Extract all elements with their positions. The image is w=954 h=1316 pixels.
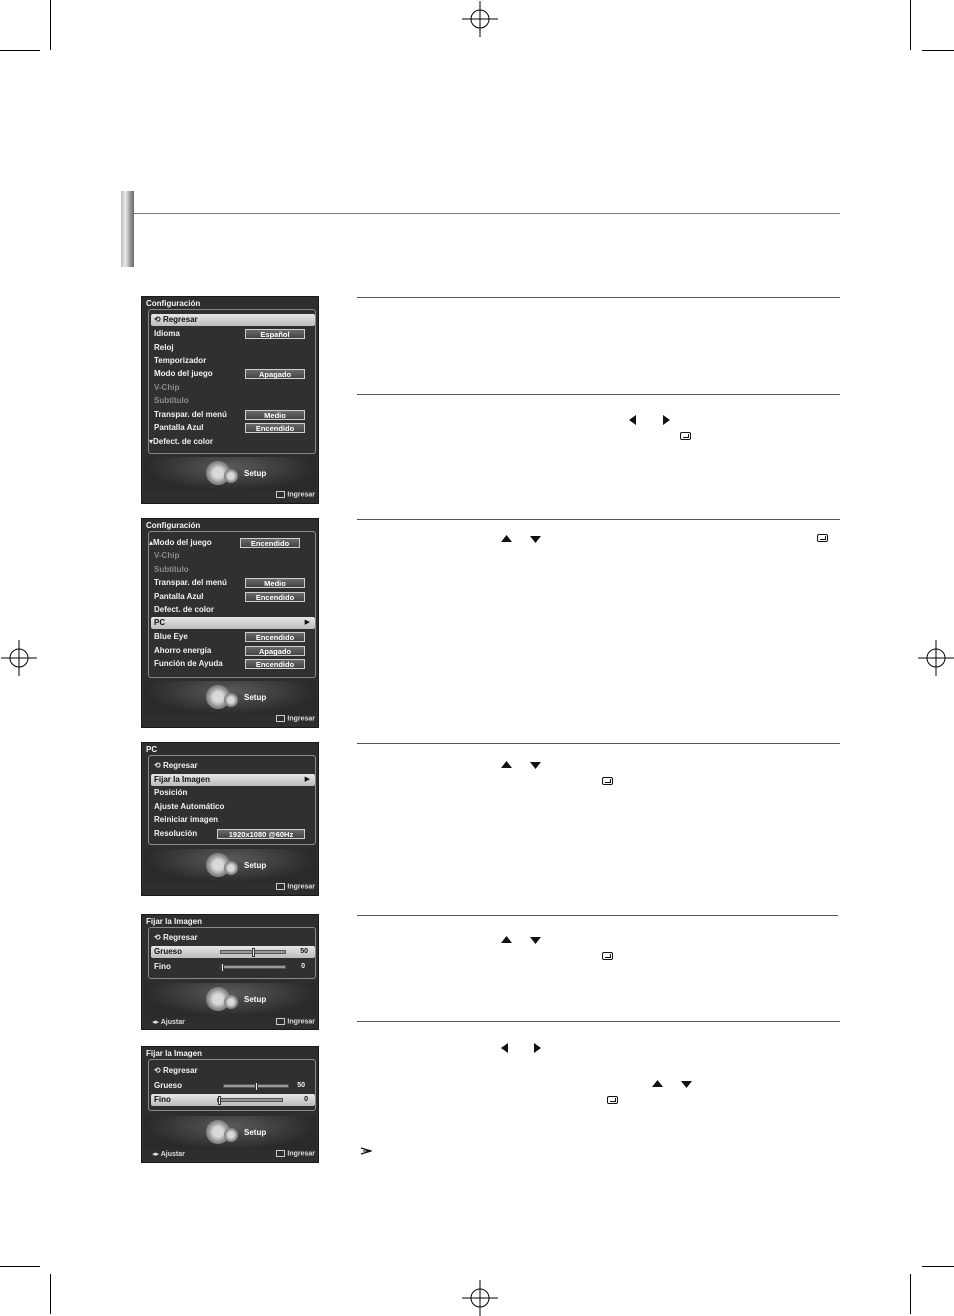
step-separator (357, 297, 840, 298)
back-icon: ⟲ (154, 761, 163, 770)
value-box: Español (245, 329, 305, 339)
setup-label: Setup (244, 861, 267, 870)
setup-label: Setup (244, 469, 267, 478)
crop-mark (0, 50, 40, 51)
section-header-rule (134, 213, 840, 214)
up-arrow-icon (501, 761, 512, 769)
slider-thumb[interactable] (218, 1096, 221, 1105)
crop-mark (0, 1266, 40, 1267)
setup-label: Setup (244, 995, 267, 1004)
slider-value: 50 (300, 948, 308, 955)
menu-item-fijar-imagen[interactable]: Fijar la Imagen ▶ (151, 774, 315, 786)
value-box: Encendido (240, 538, 300, 548)
down-arrow-icon (530, 536, 541, 544)
up-arrow-icon (652, 1080, 663, 1088)
back-icon: ⟲ (154, 315, 163, 324)
setup-label: Setup (244, 693, 267, 702)
menu-item-transpar-menu[interactable]: Transpar. del menú Medio (154, 577, 312, 589)
crop-mark (50, 0, 51, 50)
back-icon: ⟲ (154, 933, 163, 942)
value-box: Apagado (245, 646, 305, 656)
menu-panel (148, 755, 316, 845)
osd-title: Configuración (146, 299, 201, 308)
menu-item-regresar[interactable]: ⟲ Regresar (154, 1066, 198, 1075)
down-arrow-icon (681, 1081, 692, 1089)
menu-item-modo-del-juego[interactable]: ▴Modo del juego Encendido (149, 537, 307, 549)
slider-thumb[interactable] (255, 1082, 258, 1091)
menu-item-defect-color[interactable]: Defect. de color (154, 605, 215, 614)
gear-icon (224, 1128, 238, 1142)
slider-row-fino[interactable]: Fino 0 (151, 1094, 315, 1106)
menu-panel (148, 1059, 316, 1111)
value-box: Encendido (245, 632, 305, 642)
menu-item-subtitulo: Subtítulo (154, 565, 189, 574)
osd-title: Fijar la Imagen (146, 1049, 203, 1058)
osd-screen-fijar-imagen-fino (141, 1046, 319, 1163)
back-icon: ⟲ (154, 1066, 163, 1075)
slider-value: 0 (301, 963, 305, 970)
gear-icon (224, 861, 238, 875)
note-pointer-icon (360, 1146, 372, 1156)
setup-banner (144, 983, 316, 1017)
fino-slider[interactable] (217, 1098, 283, 1102)
enter-icon (607, 1096, 618, 1104)
enter-icon (602, 777, 613, 785)
step-separator (357, 394, 840, 395)
slider-value: 50 (297, 1082, 305, 1089)
menu-item-ajuste-automatico[interactable]: Ajuste Automático (154, 802, 225, 811)
footer-ingresar: Ingresar (276, 883, 315, 890)
footer-ingresar: Ingresar (276, 1018, 315, 1025)
menu-item-pc[interactable]: PC ▶ (151, 617, 315, 629)
registration-mark (462, 1, 498, 37)
osd-screen-configuracion-1 (141, 296, 319, 504)
osd-title: Configuración (146, 521, 201, 530)
registration-mark (462, 1280, 498, 1316)
left-right-arrows-icon: ◂▸ (152, 1151, 161, 1158)
menu-item-posicion[interactable]: Posición (154, 788, 188, 797)
section-header-bar (121, 191, 134, 267)
step-separator (357, 1021, 840, 1022)
grueso-slider[interactable] (223, 1084, 289, 1088)
menu-panel (148, 927, 316, 979)
menu-item-regresar[interactable]: ⟲ Regresar (154, 933, 198, 942)
menu-item-transpar-menu[interactable]: Transpar. del menú Medio (154, 409, 312, 421)
menu-item-v-chip: V-Chip (154, 383, 180, 392)
osd-screen-pc (141, 742, 319, 896)
gear-icon (224, 995, 238, 1009)
slider-row-grueso[interactable]: Grueso 50 (151, 946, 315, 958)
footer-ajustar: ◂▸ Ajustar (152, 1151, 185, 1158)
crop-mark (910, 1274, 911, 1314)
enter-icon (817, 534, 828, 542)
up-arrow-icon (501, 936, 512, 944)
step-separator (357, 519, 840, 520)
slider-thumb[interactable] (252, 948, 255, 957)
value-box: Encendido (245, 659, 305, 669)
menu-panel (148, 531, 316, 678)
osd-title: PC (146, 745, 158, 754)
up-arrow-icon (501, 535, 512, 543)
right-arrow-icon (533, 1043, 541, 1053)
setup-label: Setup (244, 1128, 267, 1137)
menu-item-pantalla-azul[interactable]: Pantalla Azul Encendido (154, 422, 312, 434)
crop-mark (910, 0, 911, 50)
left-arrow-icon (501, 1043, 509, 1053)
value-box: Apagado (245, 369, 305, 379)
osd-screen-configuracion-2 (141, 518, 319, 728)
value-box: Encendido (245, 592, 305, 602)
crop-mark (922, 50, 954, 51)
value-box: Medio (245, 578, 305, 588)
registration-mark (918, 640, 954, 676)
menu-panel (148, 309, 316, 454)
enter-icon (276, 715, 285, 722)
menu-item-v-chip: V-Chip (154, 551, 180, 560)
footer-ingresar: Ingresar (276, 1150, 315, 1157)
enter-icon (276, 883, 285, 890)
gear-icon (224, 469, 238, 483)
menu-item-temporizador[interactable]: Temporizador (154, 356, 207, 365)
menu-item-defect-color[interactable]: ▾Defect. de color (149, 437, 214, 446)
down-arrow-icon (530, 762, 541, 770)
menu-item-blue-eye[interactable]: Blue Eye Encendido (154, 631, 312, 643)
slider-row-fino[interactable]: Fino 0 (154, 962, 305, 971)
down-arrow-icon (530, 937, 541, 945)
setup-banner (144, 1116, 316, 1150)
scroll-up-icon: ▴ (149, 538, 154, 547)
menu-item-pantalla-azul[interactable]: Pantalla Azul Encendido (154, 591, 312, 603)
osd-title: Fijar la Imagen (146, 917, 203, 926)
menu-item-funcion-ayuda[interactable]: Función de Ayuda Encendido (154, 658, 312, 670)
footer-ingresar: Ingresar (276, 715, 315, 722)
menu-item-regresar[interactable]: ⟲ Regresar (154, 761, 198, 770)
step-separator (357, 915, 838, 916)
enter-icon (276, 491, 285, 498)
scroll-down-icon: ▾ (149, 437, 154, 446)
slider-thumb[interactable] (221, 963, 224, 972)
value-box: Medio (245, 410, 305, 420)
enter-icon (276, 1150, 285, 1157)
fino-slider[interactable] (220, 965, 286, 969)
menu-item-reloj[interactable]: Reloj (154, 343, 174, 352)
step-separator (357, 743, 840, 744)
submenu-arrow-icon: ▶ (304, 776, 310, 783)
setup-banner (144, 681, 316, 715)
enter-icon (602, 952, 613, 960)
value-box: 1920x1080 @60Hz (217, 829, 305, 839)
slider-value: 0 (304, 1096, 308, 1103)
crop-mark (922, 1266, 954, 1267)
left-arrow-icon (629, 415, 637, 425)
crop-mark (50, 1274, 51, 1314)
enter-icon (680, 432, 691, 440)
slider-row-grueso[interactable]: Grueso 50 (154, 1081, 305, 1090)
value-box: Encendido (245, 423, 305, 433)
footer-ingresar: Ingresar (276, 491, 315, 498)
menu-item-subtitulo: Subtítulo (154, 396, 189, 405)
menu-item-idioma[interactable]: Idioma Español (154, 328, 312, 340)
grueso-slider[interactable] (220, 950, 286, 954)
menu-item-resolucion: Resolución 1920x1080 @60Hz (154, 828, 312, 840)
footer-ajustar: ◂▸ Ajustar (152, 1019, 185, 1026)
setup-banner (144, 457, 316, 491)
menu-item-modo-del-juego[interactable]: Modo del juego Apagado (154, 368, 312, 380)
menu-item-reiniciar-imagen[interactable]: Reiniciar imagen (154, 815, 219, 824)
menu-item-regresar[interactable]: ⟲ Regresar (151, 314, 315, 326)
left-right-arrows-icon: ◂▸ (152, 1019, 161, 1026)
submenu-arrow-icon: ▶ (304, 619, 310, 626)
setup-banner (144, 849, 316, 883)
menu-item-ahorro-energia[interactable]: Ahorro energía Apagado (154, 645, 312, 657)
gear-icon (224, 693, 238, 707)
right-arrow-icon (662, 415, 670, 425)
osd-screen-fijar-imagen-grueso (141, 914, 319, 1030)
enter-icon (276, 1018, 285, 1025)
registration-mark (1, 640, 37, 676)
